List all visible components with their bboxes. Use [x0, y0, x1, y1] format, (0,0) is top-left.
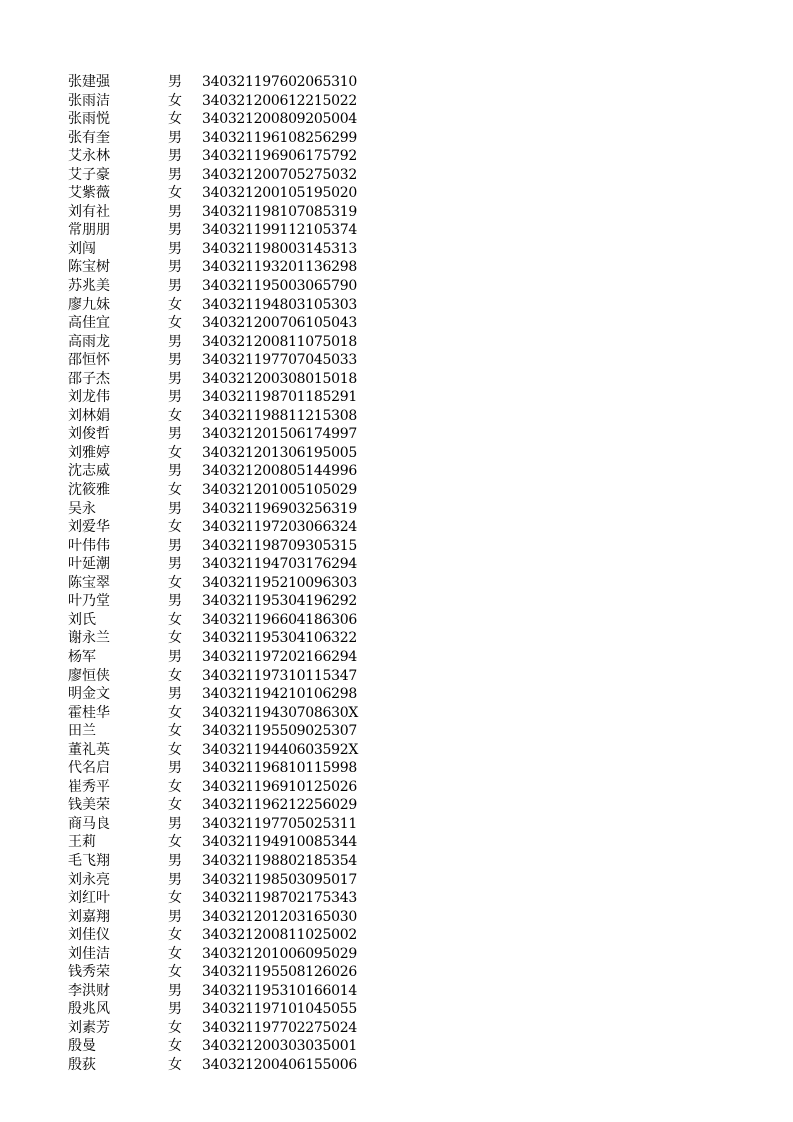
id-number-cell: 340321197203066324 [202, 519, 357, 536]
id-number-cell: 340321195310166014 [202, 982, 357, 999]
name-cell: 钱美荣 [68, 797, 110, 814]
id-number-cell: 340321200406155006 [202, 1056, 357, 1073]
table-row [68, 685, 358, 704]
name-cell: 刘爱华 [68, 519, 110, 536]
name-cell: 刘闯 [68, 240, 96, 257]
gender-cell: 女 [168, 315, 182, 332]
name-cell: 邵子杰 [68, 370, 110, 387]
name-cell: 李洪财 [68, 982, 110, 999]
name-cell: 艾紫薇 [68, 185, 110, 202]
id-number-cell: 340321200809205004 [202, 111, 357, 128]
gender-cell: 男 [168, 389, 182, 406]
id-number-cell: 340321197101045055 [202, 1001, 357, 1018]
table-row [68, 629, 358, 648]
gender-cell: 男 [168, 852, 182, 869]
gender-cell: 女 [168, 723, 182, 740]
table-row [68, 444, 358, 463]
table-row [68, 648, 358, 667]
name-cell: 王莉 [68, 834, 96, 851]
gender-cell: 男 [168, 129, 182, 146]
table-row [68, 574, 358, 593]
gender-cell: 女 [168, 519, 182, 536]
name-cell: 常朋朋 [68, 222, 110, 239]
name-cell: 刘雅婷 [68, 444, 110, 461]
table-row [68, 73, 358, 92]
id-number-cell: 340321196604186306 [202, 611, 357, 628]
table-row [68, 871, 358, 890]
table-row [68, 852, 358, 871]
name-cell: 刘有社 [68, 203, 110, 220]
name-cell: 刘嘉翔 [68, 908, 110, 925]
table-row [68, 388, 358, 407]
name-cell: 田兰 [68, 723, 96, 740]
gender-cell: 男 [168, 463, 182, 480]
name-cell: 苏兆美 [68, 278, 110, 295]
gender-cell: 男 [168, 370, 182, 387]
name-cell: 谢永兰 [68, 630, 110, 647]
id-number-cell: 340321198003145313 [202, 240, 357, 257]
table-row [68, 277, 358, 296]
name-cell: 张雨悦 [68, 111, 110, 128]
table-row [68, 759, 358, 778]
table-row [68, 1056, 358, 1075]
name-cell: 钱秀荣 [68, 964, 110, 981]
table-row [68, 889, 358, 908]
id-number-cell: 340321194803105303 [202, 296, 357, 313]
name-cell: 代名启 [68, 760, 110, 777]
name-cell: 明金文 [68, 686, 110, 703]
id-number-cell: 340321196212256029 [202, 797, 357, 814]
gender-cell: 男 [168, 222, 182, 239]
table-row [68, 926, 358, 945]
name-cell: 毛飞翔 [68, 852, 110, 869]
table-row [68, 184, 358, 203]
table-row [68, 425, 358, 444]
gender-cell: 男 [168, 278, 182, 295]
gender-cell: 女 [168, 890, 182, 907]
table-row [68, 555, 358, 574]
name-cell: 陈宝翠 [68, 574, 110, 591]
id-number-cell: 340321197310115347 [202, 667, 357, 684]
table-row [68, 815, 358, 834]
table-row [68, 667, 358, 686]
name-cell: 刘俊哲 [68, 426, 110, 443]
gender-cell: 男 [168, 593, 182, 610]
name-cell: 殷荻 [68, 1056, 96, 1073]
name-cell: 商马良 [68, 815, 110, 832]
table-row [68, 203, 358, 222]
id-number-cell: 340321201005105029 [202, 482, 357, 499]
name-cell: 崔秀平 [68, 778, 110, 795]
id-number-cell: 340321200706105043 [202, 315, 357, 332]
table-row [68, 778, 358, 797]
gender-cell: 男 [168, 648, 182, 665]
id-number-cell: 340321194910085344 [202, 834, 357, 851]
name-cell: 刘佳洁 [68, 945, 110, 962]
name-cell: 沈筱雅 [68, 482, 110, 499]
id-number-cell: 340321198802185354 [202, 852, 357, 869]
gender-cell: 男 [168, 908, 182, 925]
name-cell: 艾永林 [68, 148, 110, 165]
table-row [68, 258, 358, 277]
table-row [68, 314, 358, 333]
gender-cell: 女 [168, 778, 182, 795]
id-number-cell: 340321200705275032 [202, 166, 357, 183]
gender-cell: 男 [168, 982, 182, 999]
id-number-cell: 340321196108256299 [202, 129, 357, 146]
id-number-cell: 340321195304196292 [202, 593, 357, 610]
id-number-cell: 340321196910125026 [202, 778, 357, 795]
id-number-cell: 340321200805144996 [202, 463, 357, 480]
id-number-cell: 340321195509025307 [202, 723, 357, 740]
gender-cell: 男 [168, 203, 182, 220]
gender-cell: 女 [168, 945, 182, 962]
gender-cell: 女 [168, 185, 182, 202]
gender-cell: 女 [168, 574, 182, 591]
gender-cell: 男 [168, 537, 182, 554]
table-row [68, 221, 358, 240]
id-number-cell: 340321195508126026 [202, 964, 357, 981]
gender-cell: 男 [168, 686, 182, 703]
table-row [68, 722, 358, 741]
table-row [68, 592, 358, 611]
name-cell: 刘红叶 [68, 890, 110, 907]
name-cell: 吴永 [68, 500, 96, 517]
gender-cell: 男 [168, 240, 182, 257]
id-number-cell: 340321201506174997 [202, 426, 357, 443]
name-cell: 杨军 [68, 648, 96, 665]
id-number-cell: 340321201006095029 [202, 945, 357, 962]
gender-cell: 女 [168, 704, 182, 721]
table-row [68, 370, 358, 389]
table-row [68, 407, 358, 426]
name-cell: 刘佳仪 [68, 927, 110, 944]
id-number-cell: 340321196810115998 [202, 760, 357, 777]
gender-cell: 女 [168, 630, 182, 647]
gender-cell: 女 [168, 1038, 182, 1055]
id-number-cell: 340321198709305315 [202, 537, 357, 554]
gender-cell: 女 [168, 927, 182, 944]
id-number-cell: 340321198701185291 [202, 389, 357, 406]
name-cell: 叶延潮 [68, 556, 110, 573]
gender-cell: 男 [168, 871, 182, 888]
name-cell: 张雨洁 [68, 92, 110, 109]
id-number-cell: 340321195210096303 [202, 574, 357, 591]
gender-cell: 男 [168, 352, 182, 369]
id-number-cell: 340321196903256319 [202, 500, 357, 517]
gender-cell: 男 [168, 426, 182, 443]
id-number-cell: 340321199112105374 [202, 222, 357, 239]
table-row [68, 92, 358, 111]
name-cell: 叶乃堂 [68, 593, 110, 610]
id-number-cell: 340321194210106298 [202, 686, 357, 703]
id-number-cell: 340321195003065790 [202, 278, 357, 295]
table-row [68, 518, 358, 537]
table-row [68, 240, 358, 259]
table-row [68, 963, 358, 982]
gender-cell: 男 [168, 74, 182, 90]
name-cell: 霍桂华 [68, 704, 110, 721]
gender-cell: 女 [168, 407, 182, 424]
id-number-cell: 340321198702175343 [202, 890, 357, 907]
name-cell: 张建强 [68, 74, 110, 90]
table-row [68, 147, 358, 166]
id-number-cell: 340321197602065310 [202, 74, 357, 90]
name-cell: 刘氏 [68, 611, 96, 628]
gender-cell: 女 [168, 611, 182, 628]
name-cell: 叶伟伟 [68, 537, 110, 554]
name-cell: 刘素芳 [68, 1019, 110, 1036]
name-cell: 邵恒怀 [68, 352, 110, 369]
name-cell: 刘林娟 [68, 407, 110, 424]
table-row [68, 296, 358, 315]
gender-cell: 男 [168, 500, 182, 517]
name-cell: 廖九妹 [68, 296, 110, 313]
id-number-cell: 340321201306195005 [202, 444, 357, 461]
roster-table [68, 73, 358, 1075]
id-number-cell: 340321197702275024 [202, 1019, 357, 1036]
gender-cell: 男 [168, 259, 182, 276]
table-row [68, 908, 358, 927]
name-cell: 刘永亮 [68, 871, 110, 888]
table-row [68, 611, 358, 630]
name-cell: 董礼英 [68, 741, 110, 758]
gender-cell: 女 [168, 92, 182, 109]
name-cell: 高雨龙 [68, 333, 110, 350]
id-number-cell: 340321200811025002 [202, 927, 357, 944]
gender-cell: 女 [168, 964, 182, 981]
id-number-cell: 340321198503095017 [202, 871, 357, 888]
table-row [68, 1037, 358, 1056]
gender-cell: 男 [168, 760, 182, 777]
table-row [68, 833, 358, 852]
gender-cell: 男 [168, 333, 182, 350]
table-row [68, 129, 358, 148]
gender-cell: 女 [168, 296, 182, 313]
table-row [68, 982, 358, 1001]
name-cell: 廖恒侠 [68, 667, 110, 684]
table-row [68, 704, 358, 723]
gender-cell: 男 [168, 1001, 182, 1018]
id-number-cell: 340321198811215308 [202, 407, 357, 424]
table-row [68, 796, 358, 815]
id-number-cell: 340321193201136298 [202, 259, 357, 276]
table-row [68, 1000, 358, 1019]
gender-cell: 男 [168, 556, 182, 573]
name-cell: 张有奎 [68, 129, 110, 146]
gender-cell: 女 [168, 667, 182, 684]
table-row [68, 166, 358, 185]
table-row [68, 1019, 358, 1038]
gender-cell: 男 [168, 148, 182, 165]
gender-cell: 女 [168, 1056, 182, 1073]
id-number-cell: 34032119440603592X [202, 741, 358, 758]
name-cell: 殷兆风 [68, 1001, 110, 1018]
name-cell: 陈宝树 [68, 259, 110, 276]
id-number-cell: 340321200303035001 [202, 1038, 357, 1055]
table-row [68, 110, 358, 129]
gender-cell: 男 [168, 815, 182, 832]
gender-cell: 女 [168, 741, 182, 758]
id-number-cell: 340321198107085319 [202, 203, 357, 220]
id-number-cell: 340321197705025311 [202, 815, 357, 832]
id-number-cell: 340321196906175792 [202, 148, 357, 165]
id-number-cell: 340321197202166294 [202, 648, 357, 665]
id-number-cell: 340321201203165030 [202, 908, 357, 925]
gender-cell: 女 [168, 111, 182, 128]
id-number-cell: 340321195304106322 [202, 630, 357, 647]
name-cell: 高佳宜 [68, 315, 110, 332]
table-row [68, 537, 358, 556]
id-number-cell: 340321200811075018 [202, 333, 357, 350]
table-row [68, 333, 358, 352]
id-number-cell: 340321200612215022 [202, 92, 357, 109]
gender-cell: 女 [168, 797, 182, 814]
gender-cell: 男 [168, 166, 182, 183]
table-row [68, 481, 358, 500]
table-row [68, 945, 358, 964]
table-row [68, 462, 358, 481]
gender-cell: 女 [168, 834, 182, 851]
table-row [68, 500, 358, 519]
id-number-cell: 340321194703176294 [202, 556, 357, 573]
id-number-cell: 340321200105195020 [202, 185, 357, 202]
name-cell: 殷曼 [68, 1038, 96, 1055]
name-cell: 艾子豪 [68, 166, 110, 183]
id-number-cell: 34032119430708630X [202, 704, 358, 721]
id-number-cell: 340321200308015018 [202, 370, 357, 387]
gender-cell: 女 [168, 444, 182, 461]
table-row [68, 741, 358, 760]
name-cell: 沈志威 [68, 463, 110, 480]
table-row [68, 351, 358, 370]
gender-cell: 女 [168, 1019, 182, 1036]
id-number-cell: 340321197707045033 [202, 352, 357, 369]
name-cell: 刘龙伟 [68, 389, 110, 406]
gender-cell: 女 [168, 482, 182, 499]
